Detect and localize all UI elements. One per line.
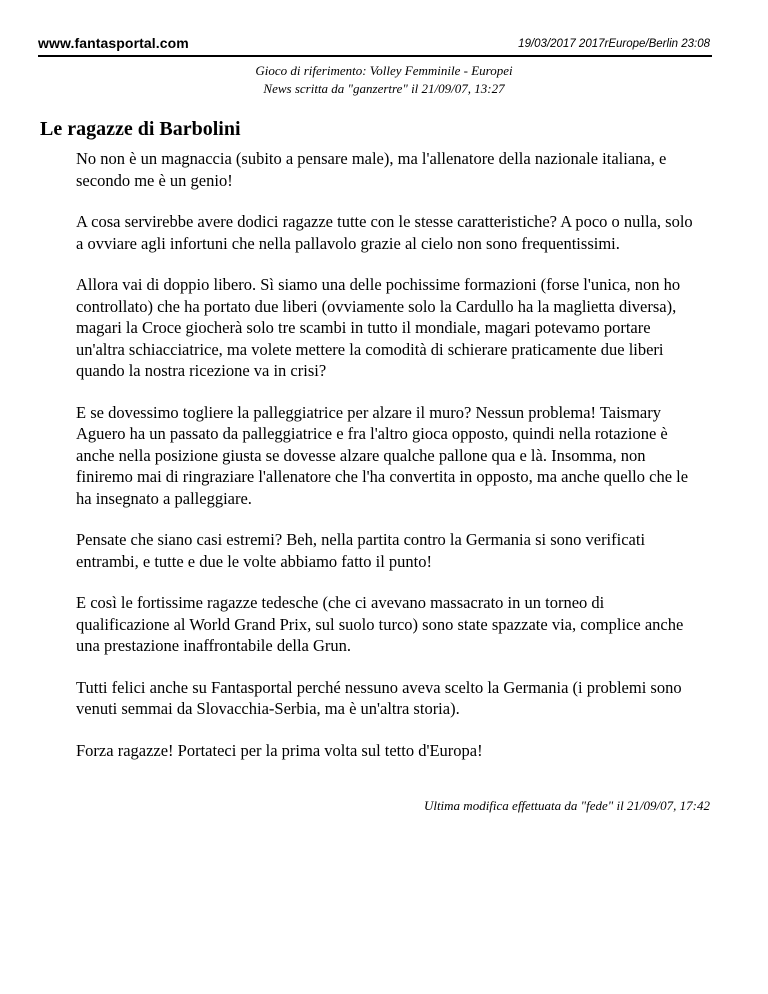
site-url: www.fantasportal.com [38, 35, 189, 51]
article-paragraph: Allora vai di doppio libero. Sì siamo una delle pochissime formazioni (forse l'unica, non ho controllato) che ha portato due liberi (ovviamente solo la Cardullo ha la maglietta diversa), magari la Croce giocherà solo tre scambi in tutto il mondiale, magari potevamo portare un'altra schiacciatrice, ma volete mettere la comodità di schierare praticamente due liberi quando la nostra ricezione va in crisi? [76, 275, 681, 380]
article-paragraph: Tutti felici anche su Fantasportal perché nessuno aveva scelto la Germania (i problemi sono venuti semmai da Slovacchia-Serbia, ma è un'altra storia). [76, 677, 682, 718]
page-header [38, 33, 712, 57]
last-modified-note: Ultima modifica effettuata da "fede" il 21/09/07, 17:42 [423, 798, 710, 813]
article-body [76, 148, 696, 781]
author-line: News scritta da "ganzertre" il 21/09/07, 13:27 [263, 81, 505, 96]
article-paragraph: E se dovessimo togliere la palleggiatrice per alzare il muro? Nessun problema! Taismary Aguero ha un passato da palleggiatrice e fra l'altro gioca opposto, quindi nella rotazione è anche nella posizione giusta se dovesse alzare qualche pallone qua e là. Insomma, non finiremo mai di ringraziare l'allenatore che l'ha convertita in opposto, ma anche quello che le ha insegnato a palleggiare. [76, 402, 689, 508]
article-paragraph: A cosa servirebbe avere dodici ragazze tutte con le stesse caratteristiche? A poco o nulla, solo a ovviare agli infortuni che nella pallavolo grazie al cielo non sono frequentissimi. [76, 212, 693, 253]
article-paragraph: Pensate che siano casi estremi? Beh, nella partita contro la Germania si sono verificati entrambi, e tutte e due le volte abbiamo fatto il punto! [76, 530, 646, 571]
article-paragraph: Forza ragazze! Portateci per la prima volta sul tetto d'Europa! [76, 740, 483, 760]
print-timestamp: 19/03/2017 2017rEurope/Berlin 23:08 [518, 38, 710, 50]
article-paragraph: E così le fortissime ragazze tedesche (che ci avevano massacrato in un torneo di qualificazione al World Grand Prix, sul suolo turco) sono state spazzate via, complice anche una prestazione inaffrontabile della Grun. [76, 593, 684, 655]
article-paragraph: No non è un magnaccia (subito a pensare male), ma l'allenatore della nazionale italiana, e secondo me è un genio! [76, 149, 667, 190]
article-title: Le ragazze di Barbolini [40, 118, 241, 140]
game-reference: Gioco di riferimento: Volley Femminile - Europei [255, 63, 513, 78]
